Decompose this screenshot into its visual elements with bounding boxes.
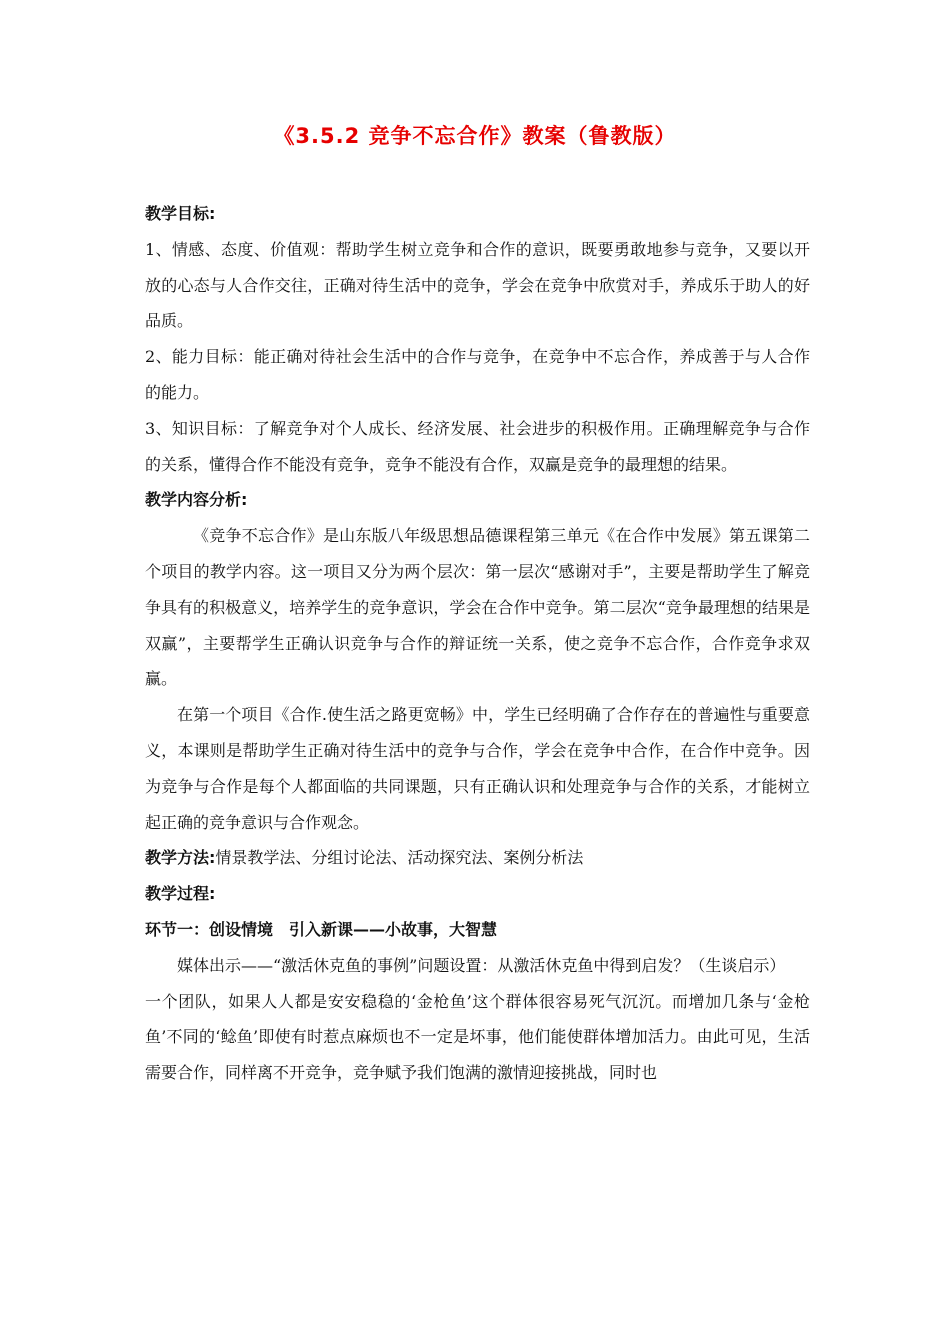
document-body bbox=[145, 196, 810, 1091]
process-heading: 教学过程: bbox=[145, 884, 216, 904]
method-line bbox=[145, 840, 810, 876]
analysis-paragraph-2: 在第一个项目《合作.使生活之路更宽畅》中，学生已经明确了合作存在的普遍性与重要意义，本课则是帮助学生正确对待生活中的竞争与合作，学会在竞争中合作，在合作中竞争。因为竞争与合作是每个人都面临的共同课题，只有正确认识和处理竞争与合作的关系，才能树立起正确的竞争意识与合作观念。 bbox=[145, 705, 810, 832]
goal-emotion: 1、情感、态度、价值观：帮助学生树立竞争和合作的意识，既要勇敢地参与竞争，又要以开放的心态与人合作交往，正确对待生活中的竞争，学会在竞争中欣赏对手，养成乐于助人的好品质。 bbox=[145, 239, 810, 331]
analysis-heading: 教学内容分析: bbox=[145, 490, 248, 510]
step1-heading: 环节一：创设情境 引入新课——小故事，大智慧 bbox=[145, 919, 498, 939]
method-heading: 教学方法: bbox=[145, 848, 216, 868]
goal-ability: 2、能力目标：能正确对待社会生活中的合作与竞争，在竞争中不忘合作，养成善于与人合作的能力。 bbox=[145, 347, 810, 402]
method-text: 情景教学法、分组讨论法、活动探究法、案例分析法 bbox=[215, 848, 584, 868]
analysis-paragraph-1: 《竞争不忘合作》是山东版八年级思想品德课程第三单元《在合作中发展》第五课第二个项目的教学内容。这一项目又分为两个层次：第一层次“感谢对手”，主要是帮助学生了解竞争具有的积极意义，培养学生的竞争意识，学会在合作中竞争。第二层次“竞争最理想的结果是双赢”，主要帮学生正确认识竞争与合作的辩证统一关系，使之竞争不忘合作，合作竞争求双赢。 bbox=[145, 526, 810, 689]
step1-paragraph-1: 媒体出示——“激活休克鱼的事例”问题设置：从激活休克鱼中得到启发？（生谈启示） bbox=[177, 955, 786, 975]
document-title: 《3.5.2 竞争不忘合作》教案（鲁教版） bbox=[273, 124, 677, 148]
goals-heading: 教学目标: bbox=[145, 204, 216, 223]
step1-paragraph-2: 一个团队，如果人人都是安安稳稳的‘金枪鱼’这个群体很容易死气沉沉。而增加几条与‘金枪鱼’不同的‘鲶鱼’即使有时惹点麻烦也不一定是坏事，他们能使群体增加活力。由此可见，生活需要合作，同样离不开竞争，竞争赋予我们饱满的激情迎接挑战，同时也 bbox=[145, 991, 810, 1083]
goal-knowledge: 3、知识目标：了解竞争对个人成长、经济发展、社会进步的积极作用。正确理解竞争与合作的关系，懂得合作不能没有竞争，竞争不能没有合作，双赢是竞争的最理想的结果。 bbox=[145, 418, 810, 474]
